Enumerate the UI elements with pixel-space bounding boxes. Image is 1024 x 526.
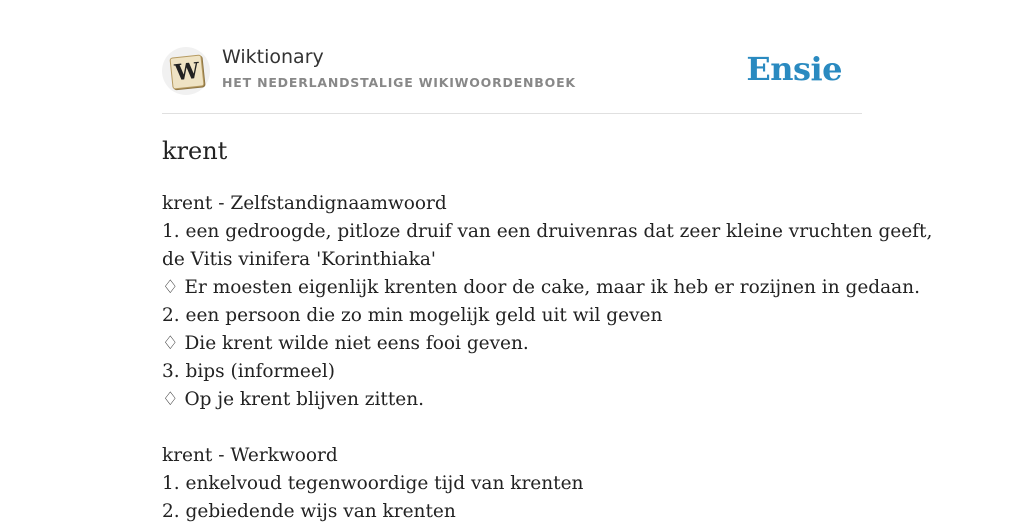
definition-1-continued: de Vitis vinifera 'Korinthiaka' (162, 249, 436, 270)
page-title: krent (162, 137, 228, 165)
verb-definition-2: 2. gebiedende wijs van krenten (162, 501, 456, 522)
ensie-brand-logo[interactable]: Ensie (746, 50, 842, 88)
site-name[interactable]: Wiktionary (222, 46, 324, 68)
word-class-heading-verb: krent - Werkwoord (162, 445, 338, 466)
example-1: ♢ Er moesten eigenlijk krenten door de cake, maar ik heb er rozijnen in gedaan. (162, 277, 920, 298)
wiktionary-logo-icon: W (169, 54, 204, 89)
word-class-heading-noun: krent - Zelfstandignaamwoord (162, 193, 447, 214)
site-tagline: HET NEDERLANDSTALIGE WIKIWOORDENBOEK (222, 75, 576, 90)
verb-definition-1: 1. enkelvoud tegenwoordige tijd van krenten (162, 473, 584, 494)
site-header (162, 44, 862, 114)
example-2: ♢ Die krent wilde niet eens fooi geven. (162, 333, 529, 354)
definition-2: 2. een persoon die zo min mogelijk geld uit wil geven (162, 305, 663, 326)
spacer (162, 414, 872, 442)
example-3: ♢ Op je krent blijven zitten. (162, 389, 425, 410)
wiktionary-logo[interactable] (162, 47, 210, 95)
definition-3: 3. bips (informeel) (162, 361, 335, 382)
definition-content (162, 190, 933, 526)
definition-1: 1. een gedroogde, pitloze druif van een druivenras dat zeer kleine vruchten geeft, (162, 221, 933, 242)
